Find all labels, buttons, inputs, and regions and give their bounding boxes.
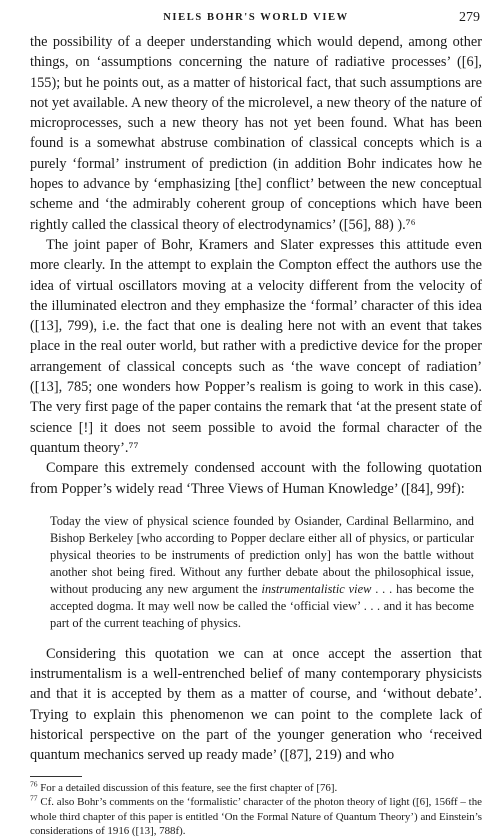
running-head xyxy=(30,10,482,32)
footnote-text: Cf. also Bohr’s comments on the ‘formalistic’ character of the photon theory of light ([6], 156ff – the whole third chapter of this paper is entitled ‘On the Formal Nature of Quantum Theory’) and Einstein’s considerations of 1916 ([13], 788f). xyxy=(30,796,482,838)
quote-text-start: Today the view of physical science founded by Osiander, Cardinal Bellarmino, and Bishop Berkeley [who according to Popper declare either all of physics, or particular physical theories to be instruments of prediction only] has won the battle without another shot being fired. Without any further debate about the philosophical issue, without producing any new argument the xyxy=(50,513,474,596)
footnote-76 xyxy=(30,778,482,796)
body-text xyxy=(30,32,482,766)
quote-emphasis: instrumentalistic view xyxy=(261,581,372,596)
footnote-text: For a detailed discussion of this feature, see the first chapter of [76]. xyxy=(40,781,338,794)
paragraph-popper-intro: Compare this extremely condensed account with the following quotation from Popper’s widely read ‘Three Views of Human Knowledge’ ([84], 99f): xyxy=(30,460,482,497)
footnote-77 xyxy=(30,795,482,839)
paragraph-bohr-kramers-slater: The joint paper of Bohr, Kramers and Slater expresses this attitude even more clearly. In the attempt to explain the Compton effect the authors use the idea of virtual oscillators moving at a velocity different from the velocity of the illuminated electron and they emphasize the ‘formal’ character of this idea ([13], 799), i.e. the fact that one is dealing here not with an event that takes place in the real outer world, but rather with a predictive device for the proper arrangement of classical concepts such as ‘the wave concept of radiation’ ([13], 785; one wonders how Popper’s realism is going to work in this case). The very first page of the paper contains the remark that ‘at the present state of science [!] it does not seem possible to avoid the formal character of the quantum theory’.⁷⁷ xyxy=(30,236,482,456)
paragraph-instrumentalism: Considering this quotation we can at once accept the assertion that instrumentalism is a well-entrenched belief of many contemporary physicists and that it is accepted by them as a matter of course, and ‘without debate’. Trying to explain this phenomenon we can point to the complete lack of historical perspective on the part of the younger generation who ‘received quantum mechanics served up ready made’ ([87], 219) and who xyxy=(30,645,482,764)
page-number: 279 xyxy=(459,10,480,25)
footnotes xyxy=(30,778,482,839)
footnote-number: 76 xyxy=(30,778,38,788)
popper-quotation xyxy=(50,513,474,632)
quote-text-end: . . . has become the accepted dogma. It may well now be called the ‘official view’ . . . and it has become part of the current teaching of physics. xyxy=(50,581,474,630)
footnote-rule xyxy=(30,776,82,777)
footnote-number: 77 xyxy=(30,793,38,803)
running-title: NIELS BOHR'S WORLD VIEW xyxy=(163,12,349,23)
paragraph-continuation: the possibility of a deeper understanding which would depend, among other things, on ‘assumptions concerning the nature of radiative processes’ ([6], 155); but he points out, as a matter of historical fact, that such assumptions are not yet available. A new theory of the microlevel, a new theory of the nature of microprocesses, such a new theory has not yet been found. What has been found is a somewhat abstruse combination of classical concepts which is a purely ‘formal’ instrument of prediction (in addition Bohr indicates how he hopes to advance by ‘emphasizing [the] conflict’ between the new conceptual scheme and ‘the admirably coherent group of conceptions which have been rightly called the classical theory of electrodynamics’ ([56], 88) ).⁷⁶ xyxy=(30,34,482,233)
